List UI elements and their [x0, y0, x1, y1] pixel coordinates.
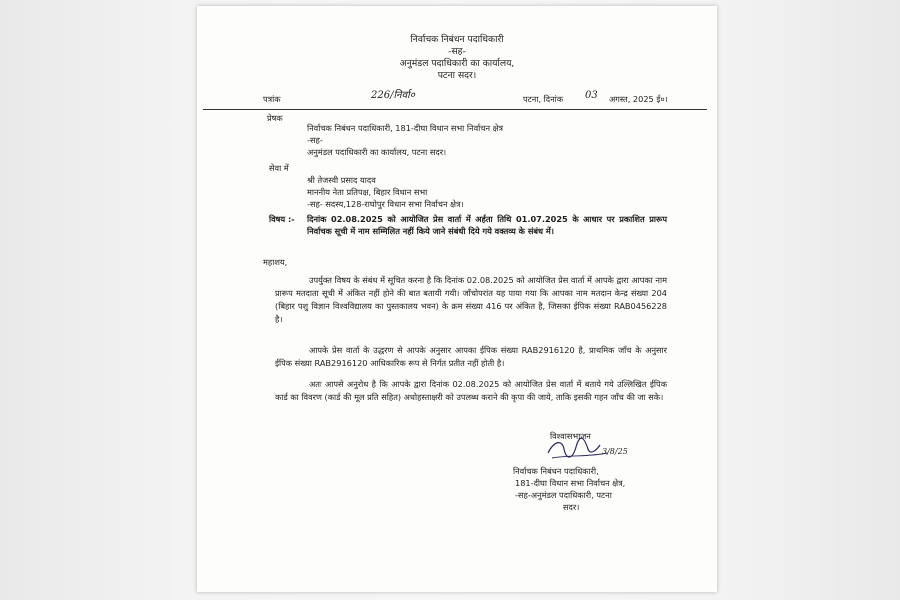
- recipient-line3: -सह- सदस्य,128-राघोपुर विधान सभा निर्वाचन क्षेत्र।: [307, 199, 464, 209]
- closing-line4: सदर।: [563, 502, 580, 512]
- paragraph-2: आपके प्रेस वार्ता के उद्धरण से आपके अनुसार आपका ईपिक संख्या RAB2916120 है, प्राथमिक जाँच के अनुसार ईपिक संख्या RAB2916120 आधिकारिक रूप से निर्गत प्रतीत नहीं होती है।: [275, 345, 667, 368]
- letterhead-line1: निर्वाचक निबंधन पदाधिकारी: [410, 34, 504, 45]
- sender-line1: निर्वाचक निबंधन पदाधिकारी, 181-दीघा विधान सभा निर्वाचन क्षेत्र: [307, 123, 503, 133]
- sender-label: प्रेषक: [267, 113, 283, 123]
- ref-day: 03: [585, 90, 598, 101]
- ref-label: पत्रांक: [263, 94, 281, 104]
- salutation: महाशय,: [263, 257, 288, 267]
- signature-date: 3/8/25: [602, 447, 628, 456]
- sender-line2: -सह-: [307, 135, 323, 145]
- subject-text: दिनांक 02.08.2025 को आयोजित प्रेस वार्ता में अर्हता तिथि 01.07.2025 के आधार पर प्रकाशित प्रारूप निर्वाचक सूची में नाम सम्मिलित नहीं किये जाने संबंधी दिये गये वक्तव्य के संबंध में।: [307, 214, 667, 236]
- letterhead-line4: पटना सदर।: [437, 70, 477, 81]
- closing-yours: विश्वासभाजन: [550, 431, 591, 441]
- paragraph-3: अतः आपसे अनुरोध है कि आपके द्वारा दिनांक 02.08.2025 को आयोजित प्रेस वार्ता में बताये गये उल्लिखित ईपिक कार्ड का विवरण (कार्ड की मूल प्रति सहित) अधोहस्ताक्षरी को उपलब्ध कराने की कृपा की जाये, ताकि इसकी गहन जाँच की जा सके।: [275, 379, 667, 402]
- letterhead-line2: -सह-: [448, 46, 466, 57]
- ref-number: 226/निर्वा०: [371, 90, 415, 101]
- ref-month-year: अगस्त, 2025 ई०।: [609, 94, 668, 104]
- ref-place-date: पटना, दिनांक: [523, 94, 564, 104]
- sender-line3: अनुमंडल पदाधिकारी का कार्यालय, पटना सदर।: [307, 147, 447, 157]
- recipient-label: सेवा में: [269, 163, 289, 173]
- header-rule: [203, 109, 707, 110]
- recipient-line1: श्री तेजस्वी प्रसाद यादव: [307, 175, 376, 185]
- paragraph-1: उपर्युक्त विषय के संबंध में सूचित करना है कि दिनांक 02.08.2025 को आयोजित प्रेस वार्ता में आपके द्वारा आपका नाम प्रारूप मतदाता सूची में अंकित नहीं होने की बात बतायी गयी। जाँचोपरांत यह पाया गया कि आपका नाम मतदान केन्द्र संख्या 204 (बिहार पशु विज्ञान विश्वविद्यालय का पुस्तकालय भवन) के क्रम संख्या 416 पर अंकित है, जिसका ईपिक संख्या RAB0456228 है।: [275, 275, 667, 324]
- closing-line3: -सह-अनुमंडल पदाधिकारी, पटना: [515, 490, 612, 500]
- letter-page: [197, 6, 717, 592]
- closing-line1: निर्वाचक निबंधन पदाधिकारी,: [513, 466, 599, 476]
- subject-label: विषय :-: [269, 214, 295, 224]
- recipient-line2: माननीय नेता प्रतिपक्ष, बिहार विधान सभा: [307, 187, 428, 197]
- letterhead-line3: अनुमंडल पदाधिकारी का कार्यालय,: [399, 58, 515, 69]
- closing-line2: 181-दीघा विधान सभा निर्वाचन क्षेत्र,: [515, 478, 626, 488]
